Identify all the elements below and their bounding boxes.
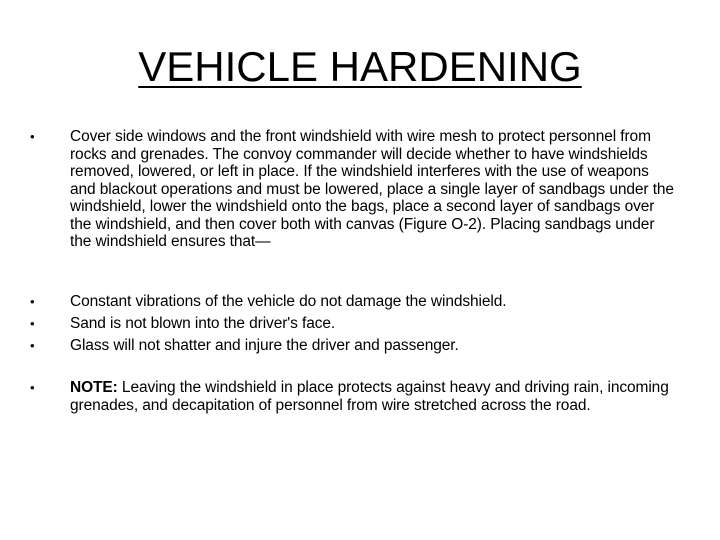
bullet-marker: • [30, 316, 35, 331]
sub-item-vibrations: Constant vibrations of the vehicle do not damage the windshield. [70, 293, 507, 310]
intro-paragraph: Cover side windows and the front windshield with wire mesh to protect personnel from rocks and grenades. The convoy commander will decide whether to have windshields removed, lowered, or left in place. If the windshield interferes with the use of weapons and blackout operations and must be lowered, place a single layer of sandbags under the windshield, lower the windshield onto the bags, place a second layer of sandbags over the windshield, and then cover both with canvas (Figure O-2). Placing sandbags under the windshield ensures that— [70, 128, 674, 250]
slide-title: VEHICLE HARDENING [138, 43, 582, 90]
bullet-marker: • [30, 294, 35, 309]
bullet-marker: • [30, 129, 35, 144]
note-paragraph [70, 379, 678, 414]
note-text: Leaving the windshield in place protects against heavy and driving rain, incoming grenades, and decapitation of personnel from wire stretched across the road. [70, 379, 669, 414]
bullet-marker: • [30, 380, 35, 395]
sub-item-glass: Glass will not shatter and injure the driver and passenger. [70, 337, 459, 354]
sub-item-sand: Sand is not blown into the driver's face. [70, 315, 336, 332]
note-label: NOTE: [70, 379, 118, 396]
bullet-marker: • [30, 338, 35, 353]
